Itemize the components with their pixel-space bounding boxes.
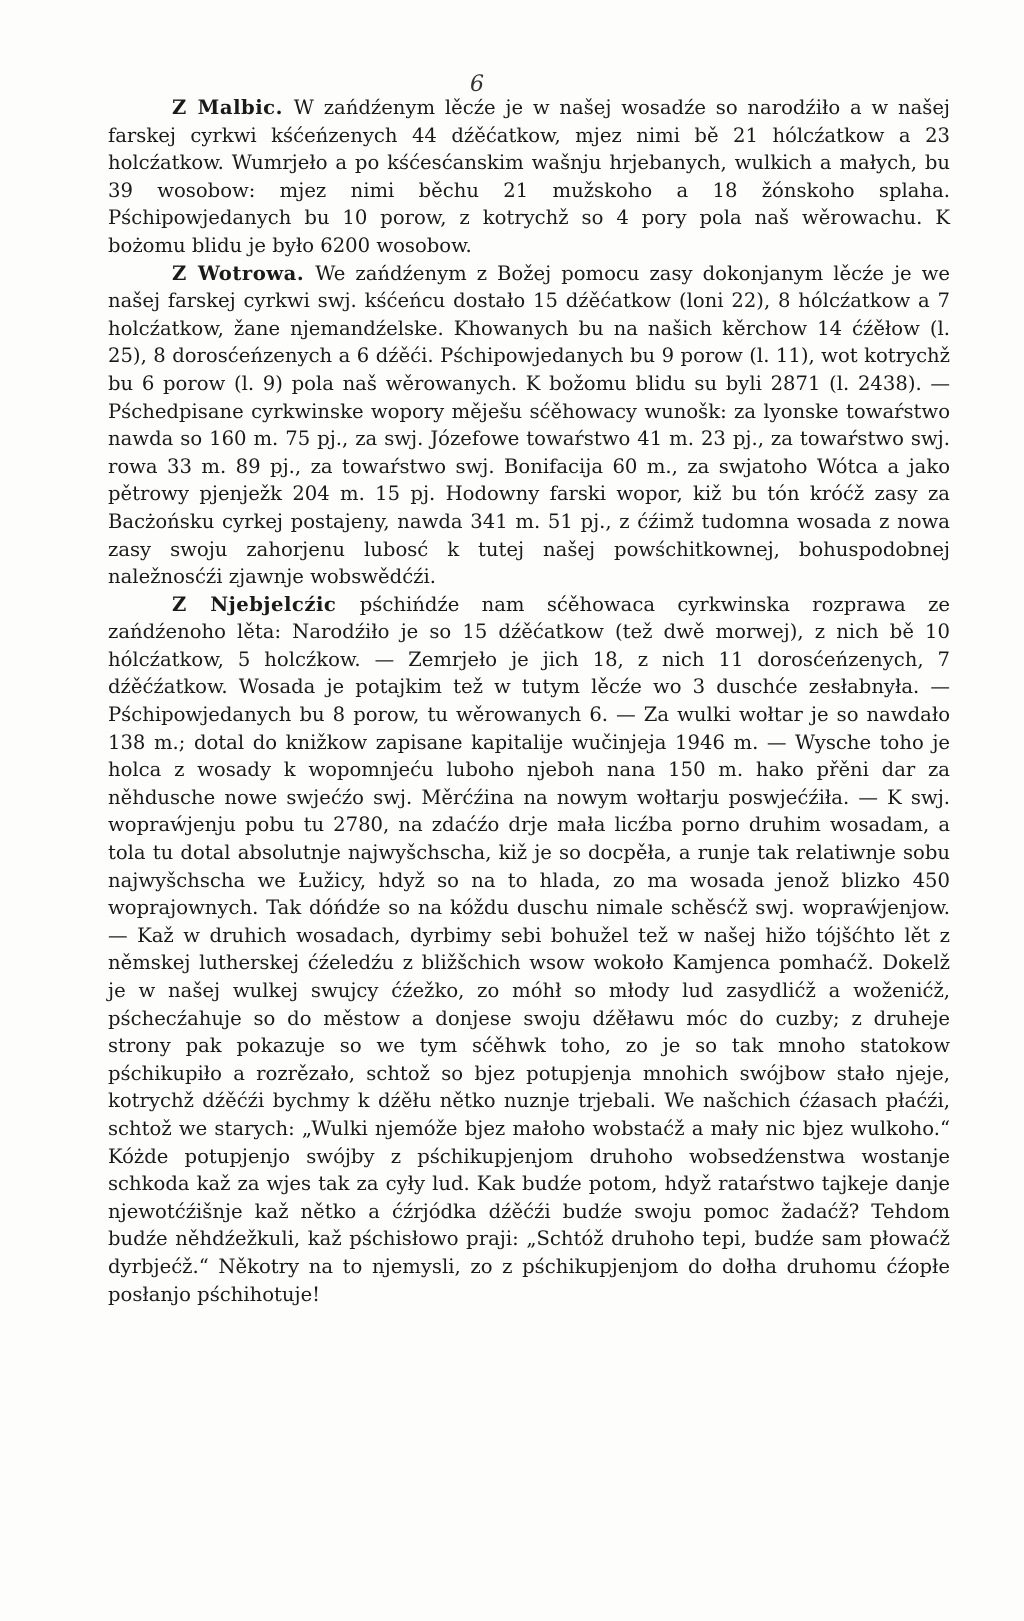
- paragraph-text: We zańdźenym z Božej pomocu zasy dokonjanym lěcźe je we našej farskej cyrkwi swj. kśćeńcu dostało 15 dźěćatkow (loni 22), 8 hólcźatkow a 7 holcźatkow, žane njemandźelske. Khowanych bu na našich kěrchow 14 ćźěłow (l. 25), 8 dorosćeńzenych a 6 dźěći. Pśchipowjedanych bu 9 porow (l. 11), wot kotrychž bu 6 porow (l. 9) pola naš wěrowanych. K božomu blidu su byli 2871 (l. 2438). — Pśchedpisane cyrkwinske wopory měješu sćěhowacy wunošk: za lyonske towaŕstwo nawda so 160 m. 75 pj., za swj. Józefowe towaŕstwo 41 m. 23 pj., za towaŕstwo swj. rowa 33 m. 89 pj., za towaŕstwo swj. Bonifacija 60 m., za swjatoho Wótca a jako pětrowy pjenježk 204 m. 15 pj. Hodowny farski wopor, kiž bu tón króćž zasy za Bacżońsku cyrkej postajeny, nawda 341 m. 51 pj., z ćźimž tudomna wosada z nowa zasy swoju zahorjenu lubosć k tutej našej powśchitkownej, bohuspodobnej naležnosćźi zjawnje wobswědćźi.: [108, 261, 950, 589]
- paragraph-malbic: [108, 94, 950, 260]
- paragraph-text: W zańdźenym lěcźe je w našej wosadźe so narodźiło a w našej farskej cyrkwi kśćeńzenych 44 dźěćatkow, mjez nimi bě 21 hólcźatkow a 23 holcźatkow. Wumrjeło a po kśćesćanskim wašnju hrjebanych, wulkich a małych, bu 39 wosobow: mjez nimi běchu 21 mužskoho a 18 žónskoho splaha. Pśchipowjedanych bu 10 porow, z kotrychž so 4 pory pola naš wěrowachu. K bożomu blidu je było 6200 wosobow.: [108, 96, 951, 257]
- paragraph-heading: Z Wotrowa.: [172, 261, 316, 285]
- paragraph-heading: Z Malbic.: [172, 96, 294, 119]
- paragraph-wotrowa: [108, 260, 950, 591]
- paragraph-njebjelcic: [108, 591, 950, 1308]
- page-number: 6: [470, 72, 484, 97]
- article-body: [108, 94, 950, 1308]
- paragraph-text: pśchińdźe nam sćěhowaca cyrkwinska rozprawa ze zańdźenoho lěta: Narodźiło je so 15 dźěćatkow (tež dwě morwej), z nich bě 10 hólcźatkow, 5 holcźkow. — Zemrjeło je jich 18, z nich 11 dorosćeńzenych, 7 dźěćźatkow. Wosada je potajkim tež w tutym lěcźe wo 3 duschće zesłabnyła. — Pśchipowjedanych bu 8 porow, tu wěrowanych 6. — Za wulki wołtar je so nawdało 138 m.; dotal do knižkow zapisane kapitalije wučinjeja 1946 m. — Wysche toho je holca z wosady k wopomnjeću luboho njeboh nana 150 m. hako přěni dar za něhdusche nowe swjećźo swj. Měrćźina na nowym wołtarju poswjećźiła. — K swj. wopraẃjenju pobu tu 2780, na zdaćźo drje mała licźba porno druhim wosadam, a tola tu dotal absolutnje najwyšchscha, kiž je so docpěła, a runje tak relatiwnje sobu najwyšchscha we Łužicy, hdyž so na to hlada, zo ma wosada jenož blizko 450 woprajownych. Tak dóńdźe so na kóždu duschu nimale schěsćž swj. wopraẃjenjow. — Kaž w druhich wosadach, dyrbimy sebi bohužel tež w našej hižo tójšćhto lět z němskej lutherskej ćźeledźu z bližšchich wsow wokoło Kamjenca pomhaćž. Dokelž je w našej wulkej swujcy ćźežko, zo móhł so młody lud zasydlićž a woženićž, pśchecźahuje so do městow a donjese swoju dźěławu móc do cuzby; z druheje strony pak pokazuje so we tym sćěhwk toho, zo je so tak mnoho statokow pśchikupiło a rozrězało, schtož so bjez potupjenja mnohich swójbow stało njeje, kotrychž dźěćźi bychmy k dźěłu nětko nuznje trjebali. We našchich ćźasach płaćźi, schtož we starych: „Wulki njemóže bjez małoho wobstaćž a mały nic bjez wulkoho.“ Kóżde potupjenjo swójby z pśchikupjenjom druhoho wobsedźenstwa wostanje schkoda kaž za wjes tak za cyły lud. Kak budźe potom, hdyž rataŕstwo tajkeje danje njewotćźišnje kaž nětko a ćźrjódka dźěćźi budźe swoju pomoc žadaćž? Tehdom budźe něhdźežkuli, kaž pśchisłowo praji: „Schtóž druhoho tepi, budźe sam płowaćž dyrbjećž.“ Někotry na to njemysli, zo z pśchikupjenjom do dołha druhomu ćźopłe posłanjo pśchihotuje!: [108, 592, 950, 1306]
- paragraph-heading: Z Njebjelcźic: [172, 592, 360, 616]
